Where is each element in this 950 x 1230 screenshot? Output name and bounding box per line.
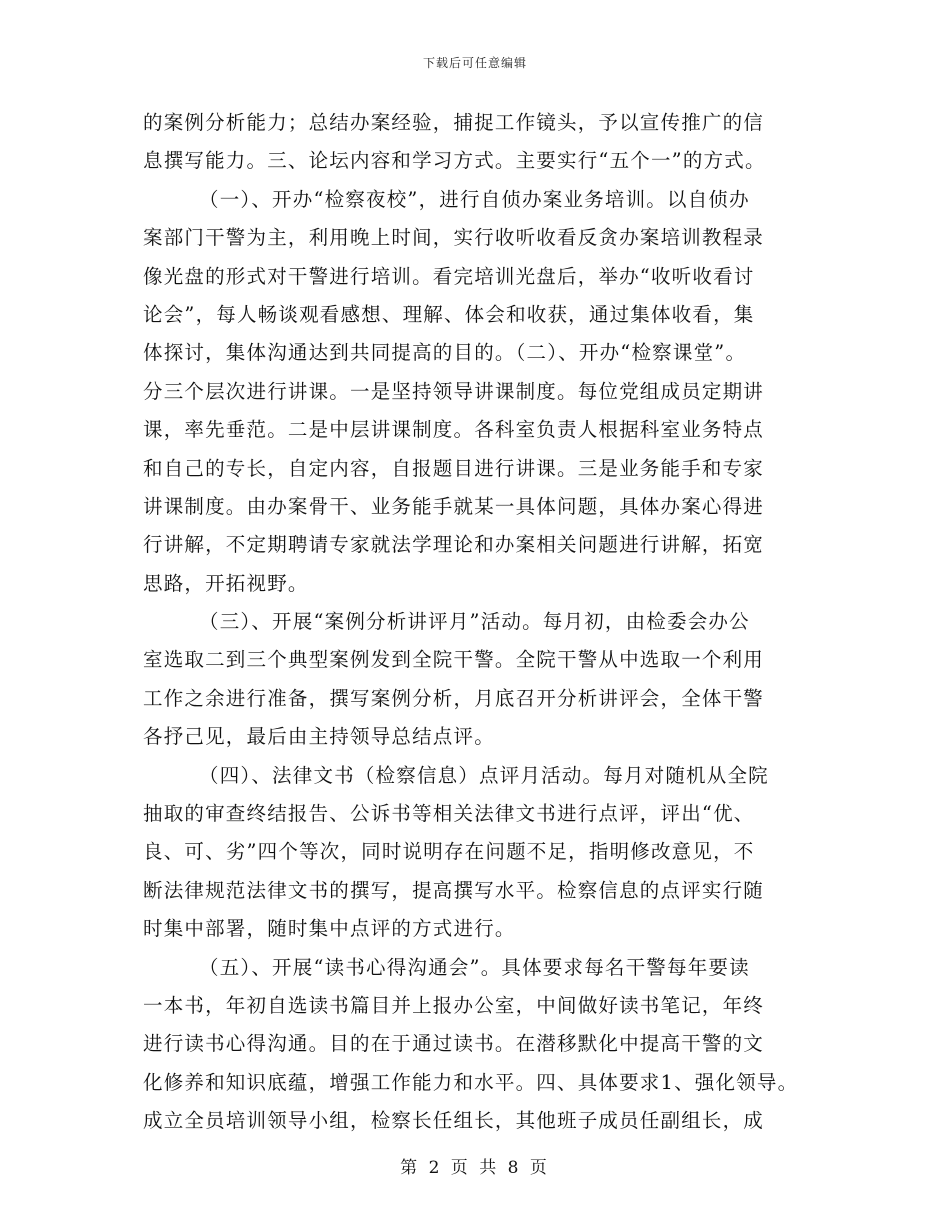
text-line: 讲课制度。由办案骨干、业务能手就某一具体问题，具体办案心得进 <box>143 494 765 518</box>
text-line: 和自己的专长，自定内容，自报题目进行讲课。三是业务能手和专家 <box>143 456 765 480</box>
page-header-note: 下载后可任意编辑 <box>422 56 527 70</box>
text-line: 思路，开拓视野。 <box>143 571 309 595</box>
text-line: 时集中部署，随时集中点评的方式进行。 <box>143 917 516 941</box>
text-line: 行讲解，不定期聘请专家就法学理论和办案相关问题进行讲解，拓宽 <box>143 533 765 557</box>
paragraph-first-line: （四）、法律文书（检察信息）点评月活动。每月对随机从全院 <box>199 763 769 787</box>
text-line: 论会”，每人畅谈观看感想、理解、体会和收获，通过集体收看，集 <box>143 302 755 326</box>
paragraph-first-line: （五）、开展“读书心得沟通会”。具体要求每名干警每年要读 <box>199 955 750 979</box>
text-line: 良、可、劣”四个等次，同时说明存在问题不足，指明修改意见，不 <box>143 840 755 864</box>
text-line: 体探讨，集体沟通达到共同提高的目的。（二）、开办“检察课堂”。 <box>143 341 747 365</box>
text-line: 进行读书心得沟通。目的在于通过读书。在潜移默化中提高干警的文 <box>143 1032 765 1056</box>
text-line: 像光盘的形式对干警进行培训。看完培训光盘后，举办“收听收看讨 <box>143 264 755 288</box>
text-line: 各抒己见，最后由主持领导总结点评。 <box>143 725 495 749</box>
text-line: 的案例分析能力；总结办案经验，捕捉工作镜头，予以宣传推广的信 <box>143 111 765 134</box>
text-line: 课，率先垂范。二是中层讲课制度。各科室负责人根据科室业务特点 <box>143 418 765 442</box>
text-line: 分三个层次进行讲课。一是坚持领导讲课制度。每位党组成员定期讲 <box>143 379 765 403</box>
text-line: 化修养和知识底蕴，增强工作能力和水平。四、具体要求1、强化领导。 <box>143 1070 799 1094</box>
text-line: 工作之余进行准备，撰写案例分析，月底召开分析讲评会，全体干警 <box>143 686 765 710</box>
paragraph-first-line: （三）、开展“案例分析讲评月”活动。每月初，由检委会办公 <box>199 610 750 634</box>
text-line: 成立全员培训领导小组，检察长任组长，其他班子成员任副组长，成 <box>143 1109 765 1133</box>
document-body <box>143 104 823 1141</box>
page-number-footer: 第 2 页 共 8 页 <box>400 1158 550 1178</box>
text-line: 室选取二到三个典型案例发到全院干警。全院干警从中选取一个利用 <box>143 648 765 672</box>
text-line: 抽取的审查终结报告、公诉书等相关法律文书进行点评，评出“优、 <box>143 802 755 826</box>
text-line: 案部门干警为主，利用晚上时间，实行收听收看反贪办案培训教程录 <box>143 226 765 250</box>
paragraph-first-line: （一）、开办“检察夜校”，进行自侦办案业务培训。以自侦办 <box>199 187 750 211</box>
text-line: 一本书，年初自选读书篇目并上报办公室，中间做好读书笔记，年终 <box>143 993 765 1017</box>
text-line: 息撰写能力。三、论坛内容和学习方式。主要实行“五个一”的方式。 <box>143 149 766 173</box>
text-line: 断法律规范法律文书的撰写，提高撰写水平。检察信息的点评实行随 <box>143 878 765 902</box>
